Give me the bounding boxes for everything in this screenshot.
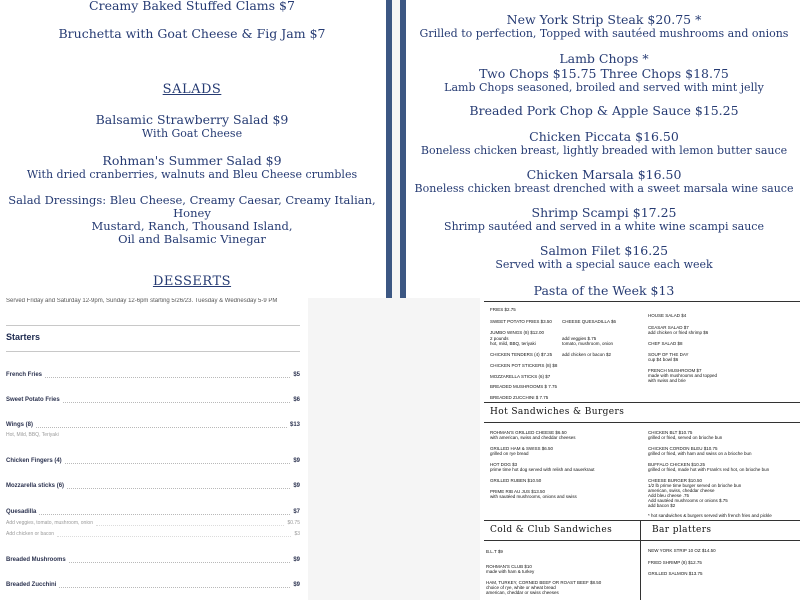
service-hours: Served Friday and Saturday 12-9pm, Sunday 12-6pm starting 5/26/23. Tuesday & Wednesday 5-9 PM: [6, 298, 278, 304]
menu-line: add chicken or bacon $2: [562, 352, 612, 357]
menu-line: BREADED ZUCCHINI $ 7.75: [490, 395, 549, 400]
item-title: Chicken Marsala $16.50: [526, 167, 682, 182]
item-price: $9: [293, 582, 300, 588]
item-price: $9: [293, 483, 300, 489]
item-title: Pasta of the Week $13: [533, 283, 675, 298]
menu-item: [408, 283, 800, 298]
item-subtitle: Two Chops $15.75 Three Chops $18.75: [479, 66, 729, 81]
item-description: With dried cranberries, walnuts and Bleu Cheese crumbles: [26, 168, 358, 181]
menu-line: grilled or fried, with ham and swiss on a brioche bun: [648, 451, 752, 456]
menu-line: grilled or fried, served on brioche bun: [648, 435, 723, 440]
menu-line: grilled on rye bread: [490, 451, 529, 456]
menu-line: SOUP OF THE DAY: [648, 352, 689, 357]
item-description: Grilled to perfection, Topped with sautéed mushrooms and onions: [419, 27, 789, 40]
menu-line: ROHMAN'S CLUB $10: [486, 564, 532, 569]
item-title: Bruchetta with Goat Cheese & Fig Jam $7: [58, 26, 326, 41]
menu-line: MOZZARELLA STICKS (6) $7: [490, 374, 551, 379]
menu-line: CHEESE QUESADILLA $6: [562, 319, 617, 324]
menu-line: SWEET POTATO FRIES $3.50: [490, 319, 552, 324]
menu-line: american, cheddar or swiss cheeses: [486, 590, 559, 595]
menu-line: CHICKEN CORDON BLEU $10.75: [648, 446, 718, 451]
item-addon: Add chicken or bacon $3: [6, 531, 300, 537]
page-border: [386, 0, 392, 298]
menu-line: BUFFALO CHICKEN $10.25: [648, 462, 706, 467]
section-header-hot-sandwiches: Hot Sandwiches & Burgers: [484, 402, 800, 423]
menu-line: CEASAR SALAD $7: [648, 325, 689, 330]
dotted-leader: [67, 483, 290, 489]
menu-line: GRILLED RUBEN $10.50: [490, 478, 542, 483]
item-price: $5: [293, 372, 300, 378]
item-title: Creamy Baked Stuffed Clams $7: [89, 0, 295, 13]
menu-line: Add sautéed mushrooms or onions $.75: [648, 498, 728, 503]
menu-item: [0, 153, 384, 181]
menu-line: hot, mild, BBQ, teriyaki: [490, 341, 536, 346]
list-item[interactable]: [6, 395, 300, 405]
item-name: Chicken Fingers (4): [6, 458, 62, 464]
menu-line: CHEESE BURGER $10.50: [648, 478, 703, 483]
item-description: Served with a special sauce each week: [495, 258, 713, 271]
item-description: Boneless chicken breast, lightly breaded with lemon butter sauce: [420, 144, 788, 157]
menu-line: grilled or fried, made hot with Frank's red hot, on brioche bun: [648, 467, 770, 472]
menu-line: HAM, TURKEY, CORNED BEEF OR ROAST BEEF $8.50: [486, 580, 602, 585]
menu-line: GRILLED SALMON $13.75: [648, 571, 703, 576]
dotted-leader: [45, 372, 290, 378]
menu-page-appetizers-salads: [0, 0, 392, 298]
menu-line: american, swiss, cheddar cheese: [648, 488, 715, 493]
dotted-leader: [39, 509, 290, 515]
column-divider: [640, 520, 641, 600]
menu-item: [408, 51, 800, 94]
item-description: Shrimp sautéed and served in a white wine scampi sauce: [444, 220, 764, 233]
menu-line: add bacon $2: [648, 503, 676, 508]
menu-item: [0, 26, 384, 41]
dotted-leader: [59, 582, 290, 588]
menu-line: B.L.T $9: [486, 549, 503, 554]
menu-line: FRIES $2.75: [490, 307, 516, 312]
list-item[interactable]: [6, 507, 300, 517]
dotted-leader: [63, 397, 291, 403]
item-name: Mozzarella sticks (6): [6, 483, 65, 489]
list-item[interactable]: [6, 580, 300, 590]
online-menu-starters: [0, 298, 308, 600]
item-name: Quesadilla: [6, 509, 37, 515]
menu-line: choice of rye, white or wheat bread: [486, 585, 556, 590]
menu-line: ROHMAN'S GRILLED CHEESE $6.50: [490, 430, 567, 435]
item-title: Breaded Pork Chop & Apple Sauce $15.25: [469, 103, 739, 118]
dotted-leader: [69, 557, 291, 563]
menu-line: CHICKEN POT STICKERS (8) $8: [490, 363, 558, 368]
menu-line: with sautéed mushrooms, onions and swiss: [490, 494, 577, 499]
menu-page-entrees: [400, 0, 800, 298]
desserts-heading: DESSERTS: [152, 274, 232, 289]
dotted-leader: [36, 422, 287, 428]
menu-line: JUMBO WINGS (8) $12.00: [490, 330, 545, 335]
item-price: $7: [293, 509, 300, 515]
menu-line: FRENCH MUSHROOM $7: [648, 368, 702, 373]
item-title: New York Strip Steak $20.75 *: [506, 12, 702, 27]
menu-item: [0, 0, 384, 13]
menu-line: with swiss and brie: [648, 378, 686, 383]
list-item[interactable]: [6, 420, 300, 430]
menu-item: [408, 205, 800, 233]
menu-line: FRIED SHRIMP (8) $12.75: [648, 560, 702, 565]
item-name: French Fries: [6, 372, 43, 378]
menu-line: add chicken or fried shrimp $6: [648, 330, 709, 335]
item-price: $9: [293, 458, 300, 464]
menu-line: made with mushrooms and topped: [648, 373, 718, 378]
item-note: Hot, Mild, BBQ, Teriyaki: [6, 432, 59, 438]
menu-item: [408, 243, 800, 271]
item-addon: Add veggies, tomato, mushroom, onion $0.75: [6, 520, 300, 526]
menu-line: prime time hot dog served with relish and sauerkraut: [490, 467, 595, 472]
item-title: Rohman's Summer Salad $9: [102, 153, 282, 168]
menu-line: Add bleu cheese .75: [648, 493, 690, 498]
menu-line: HOT DOG $3: [490, 462, 518, 467]
menu-line: cup $4 bowl $6: [648, 357, 679, 362]
menu-line: GRILLED HAM & SWISS $6.50: [490, 446, 554, 451]
item-title: Salmon Filet $16.25: [539, 243, 669, 258]
item-title: Chicken Piccata $16.50: [529, 129, 679, 144]
item-title: Balsamic Strawberry Salad $9: [95, 112, 289, 127]
menu-item: [408, 103, 800, 118]
menu-item: [408, 12, 800, 40]
item-description: Lamb Chops seasoned, broiled and served with mint jelly: [444, 81, 764, 94]
section-title: Starters: [6, 332, 41, 342]
item-price: $13: [289, 422, 300, 428]
menu-line: NEW YORK STRIP 10 OZ $14.50: [648, 548, 716, 553]
menu-line: CHEF SALAD $8: [648, 341, 683, 346]
list-item[interactable]: [6, 370, 300, 380]
menu-item: [0, 112, 384, 140]
menu-line: tomato, mushroom, onion: [562, 341, 614, 346]
divider: [484, 301, 800, 302]
item-title: Shrimp Scampi $17.25: [531, 205, 677, 220]
section-header-cold-and-bar: Cold & Club Sandwiches Bar platters: [484, 520, 800, 541]
menu-line: CHICKEN BLT $10.75: [648, 430, 693, 435]
menu-line: CHICKEN TENDERS (4) $7.25: [490, 352, 553, 357]
item-price: $6: [293, 397, 300, 403]
menu-line: PRIME RIB AU JUS $13.50: [490, 489, 546, 494]
salad-dressings: Salad Dressings: Bleu Cheese, Creamy Caesar, Creamy Italian, Honey Mustard, Ranch, Thousand Island, Oil and Balsamic Vinegar: [8, 193, 376, 246]
list-item[interactable]: [6, 456, 300, 466]
item-name: Breaded Mushrooms: [6, 557, 66, 563]
page-border: [400, 0, 406, 298]
menu-line: with american, swiss and cheddar cheeses: [490, 435, 576, 440]
menu-line: 2 pounds: [490, 336, 509, 341]
item-name: Sweet Potato Fries: [6, 397, 60, 403]
item-title: Lamb Chops *: [559, 51, 649, 66]
divider: [6, 325, 300, 326]
menu-item: [408, 129, 800, 157]
salads-heading: SALADS: [162, 82, 222, 97]
item-description: Boneless chicken breast drenched with a sweet marsala wine sauce: [414, 182, 794, 195]
menu-line: add veggies $.75: [562, 336, 597, 341]
divider: [6, 351, 300, 352]
item-description: With Goat Cheese: [141, 127, 243, 140]
menu-item: [408, 167, 800, 195]
list-item[interactable]: [6, 555, 300, 565]
menu-page-sandwiches: [480, 298, 800, 600]
dotted-leader: [65, 458, 291, 464]
item-name: Breaded Zucchini: [6, 582, 57, 588]
menu-line: HOUSE SALAD $4: [648, 313, 687, 318]
menu-line: BREADED MUSHROOMS $ 7.75: [490, 384, 558, 389]
menu-line: 1/2 lb prime time burger served on brioche bun: [648, 483, 742, 488]
list-item[interactable]: [6, 481, 300, 491]
menu-footnote: * hot sandwiches & burgers served with french fries and pickle: [648, 513, 772, 518]
item-price: $9: [293, 557, 300, 563]
menu-line: made with ham & turkey: [486, 569, 535, 574]
item-name: Wings (8): [6, 422, 33, 428]
